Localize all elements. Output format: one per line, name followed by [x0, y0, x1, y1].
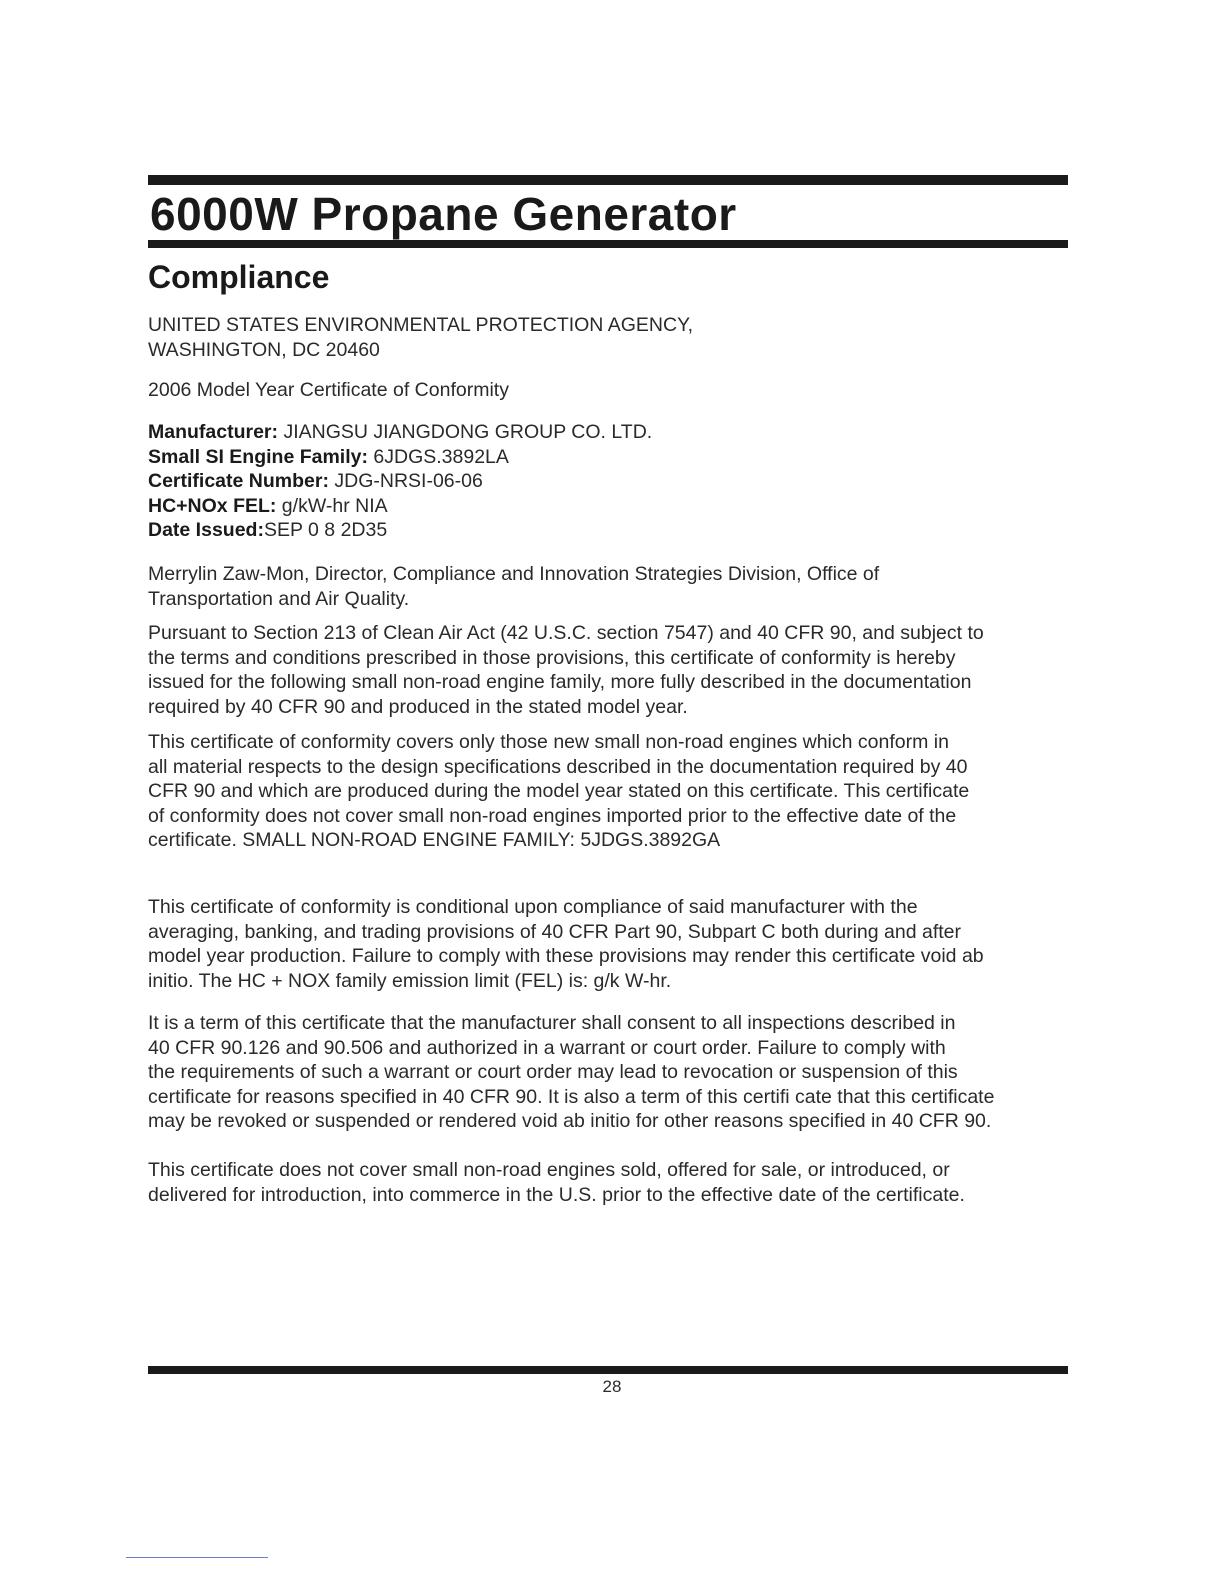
footer-rule [148, 1366, 1068, 1374]
paragraph-line: averaging, banking, and trading provisions of 40 CFR Part 90, Subpart C both during and after [148, 920, 961, 943]
document-title: 6000W Propane Generator [150, 188, 737, 240]
scan-artifact-line [126, 1557, 268, 1558]
agency-name: UNITED STATES ENVIRONMENTAL PROTECTION AGENCY, [148, 314, 693, 336]
field-label: Manufacturer: [148, 421, 279, 443]
field-engine-family [148, 445, 1078, 470]
agency-address [148, 313, 1078, 362]
field-label: Certificate Number: [148, 470, 329, 492]
paragraph-line: initio. The HC + NOX family emission limit (FEL) is: g/k W-hr. [148, 969, 672, 992]
coverage-paragraph [148, 730, 1078, 853]
page-number: 28 [602, 1377, 622, 1396]
paragraph-line: issued for the following small non-road engine family, more fully described in the documentation [148, 671, 972, 693]
agency-city: WASHINGTON, DC 20460 [148, 338, 380, 361]
paragraph-line: This certificate of conformity is conditional upon compliance of said manufacturer with the [148, 896, 918, 918]
conditional-paragraph [148, 895, 1078, 993]
paragraph-line: This certificate does not cover small non-road engines sold, offered for sale, or introduced, or [148, 1159, 950, 1181]
paragraph-line: certificate for reasons specified in 40 CFR 90. It is also a term of this certifi cate that this certificate [148, 1085, 995, 1108]
top-rule [148, 175, 1068, 185]
commerce-paragraph [148, 1158, 1078, 1207]
paragraph-line: 40 CFR 90.126 and 90.506 and authorized in a warrant or court order. Failure to comply with [148, 1036, 946, 1059]
field-label: HC+NOx FEL: [148, 494, 277, 517]
paragraph-line: CFR 90 and which are produced during the model year stated on this certificate. This certificate [148, 780, 970, 802]
field-value: SEP 0 8 2D35 [263, 519, 388, 541]
paragraph-line: all material respects to the design specifications described in the documentation required by 40 [148, 755, 968, 778]
certificate-year-text: 2006 Model Year Certificate of Conformity [148, 379, 509, 401]
field-hc-nox-fel [148, 494, 1078, 519]
field-value: g/kW-hr NIA [276, 494, 388, 517]
certificate-fields [148, 420, 1078, 543]
paragraph-line: the terms and conditions prescribed in those provisions, this certificate of conformity is hereby [148, 646, 956, 669]
field-label: Date Issued: [148, 519, 264, 541]
paragraph-line: of conformity does not cover small non-road engines imported prior to the effective date of the [148, 804, 957, 827]
field-value: JIANGSU JIANGDONG GROUP CO. LTD. [278, 421, 653, 443]
paragraph-line: It is a term of this certificate that the manufacturer shall consent to all inspections described in [148, 1012, 956, 1034]
certificate-year [148, 378, 1078, 403]
signatory-paragraph [148, 562, 1078, 611]
paragraph-line: model year production. Failure to comply with these provisions may render this certificate void ab [148, 945, 984, 967]
paragraph-line: required by 40 CFR 90 and produced in the stated model year. [148, 695, 688, 718]
paragraph-line: certificate. SMALL NON-ROAD ENGINE FAMILY: 5JDGS.3892GA [148, 829, 721, 851]
field-label: Small SI Engine Family: [148, 445, 368, 468]
paragraph-line: This certificate of conformity covers only those new small non-road engines which conform in [148, 731, 949, 753]
paragraph-line: delivered for introduction, into commerce in the U.S. prior to the effective date of the certificate. [148, 1183, 965, 1206]
title-underline-rule [148, 240, 1068, 248]
field-certificate-number [148, 469, 1078, 494]
paragraph-line: Transportation and Air Quality. [148, 587, 410, 610]
paragraph-line: Pursuant to Section 213 of Clean Air Act (42 U.S.C. section 7547) and 40 CFR 90, and subject to [148, 622, 984, 644]
paragraph-line: the requirements of such a warrant or court order may lead to revocation or suspension of this [148, 1061, 958, 1083]
paragraph-line: Merrylin Zaw-Mon, Director, Compliance and Innovation Strategies Division, Office of [148, 563, 880, 585]
field-value: 6JDGS.3892LA [367, 445, 509, 468]
field-manufacturer [148, 420, 1078, 445]
section-heading: Compliance [148, 259, 330, 295]
pursuant-paragraph [148, 621, 1078, 719]
inspection-paragraph [148, 1011, 1078, 1134]
field-date-issued [148, 518, 1078, 543]
paragraph-line: may be revoked or suspended or rendered void ab initio for other reasons specified in 40 CFR 90. [148, 1110, 992, 1132]
field-value: JDG-NRSI-06-06 [328, 470, 483, 492]
